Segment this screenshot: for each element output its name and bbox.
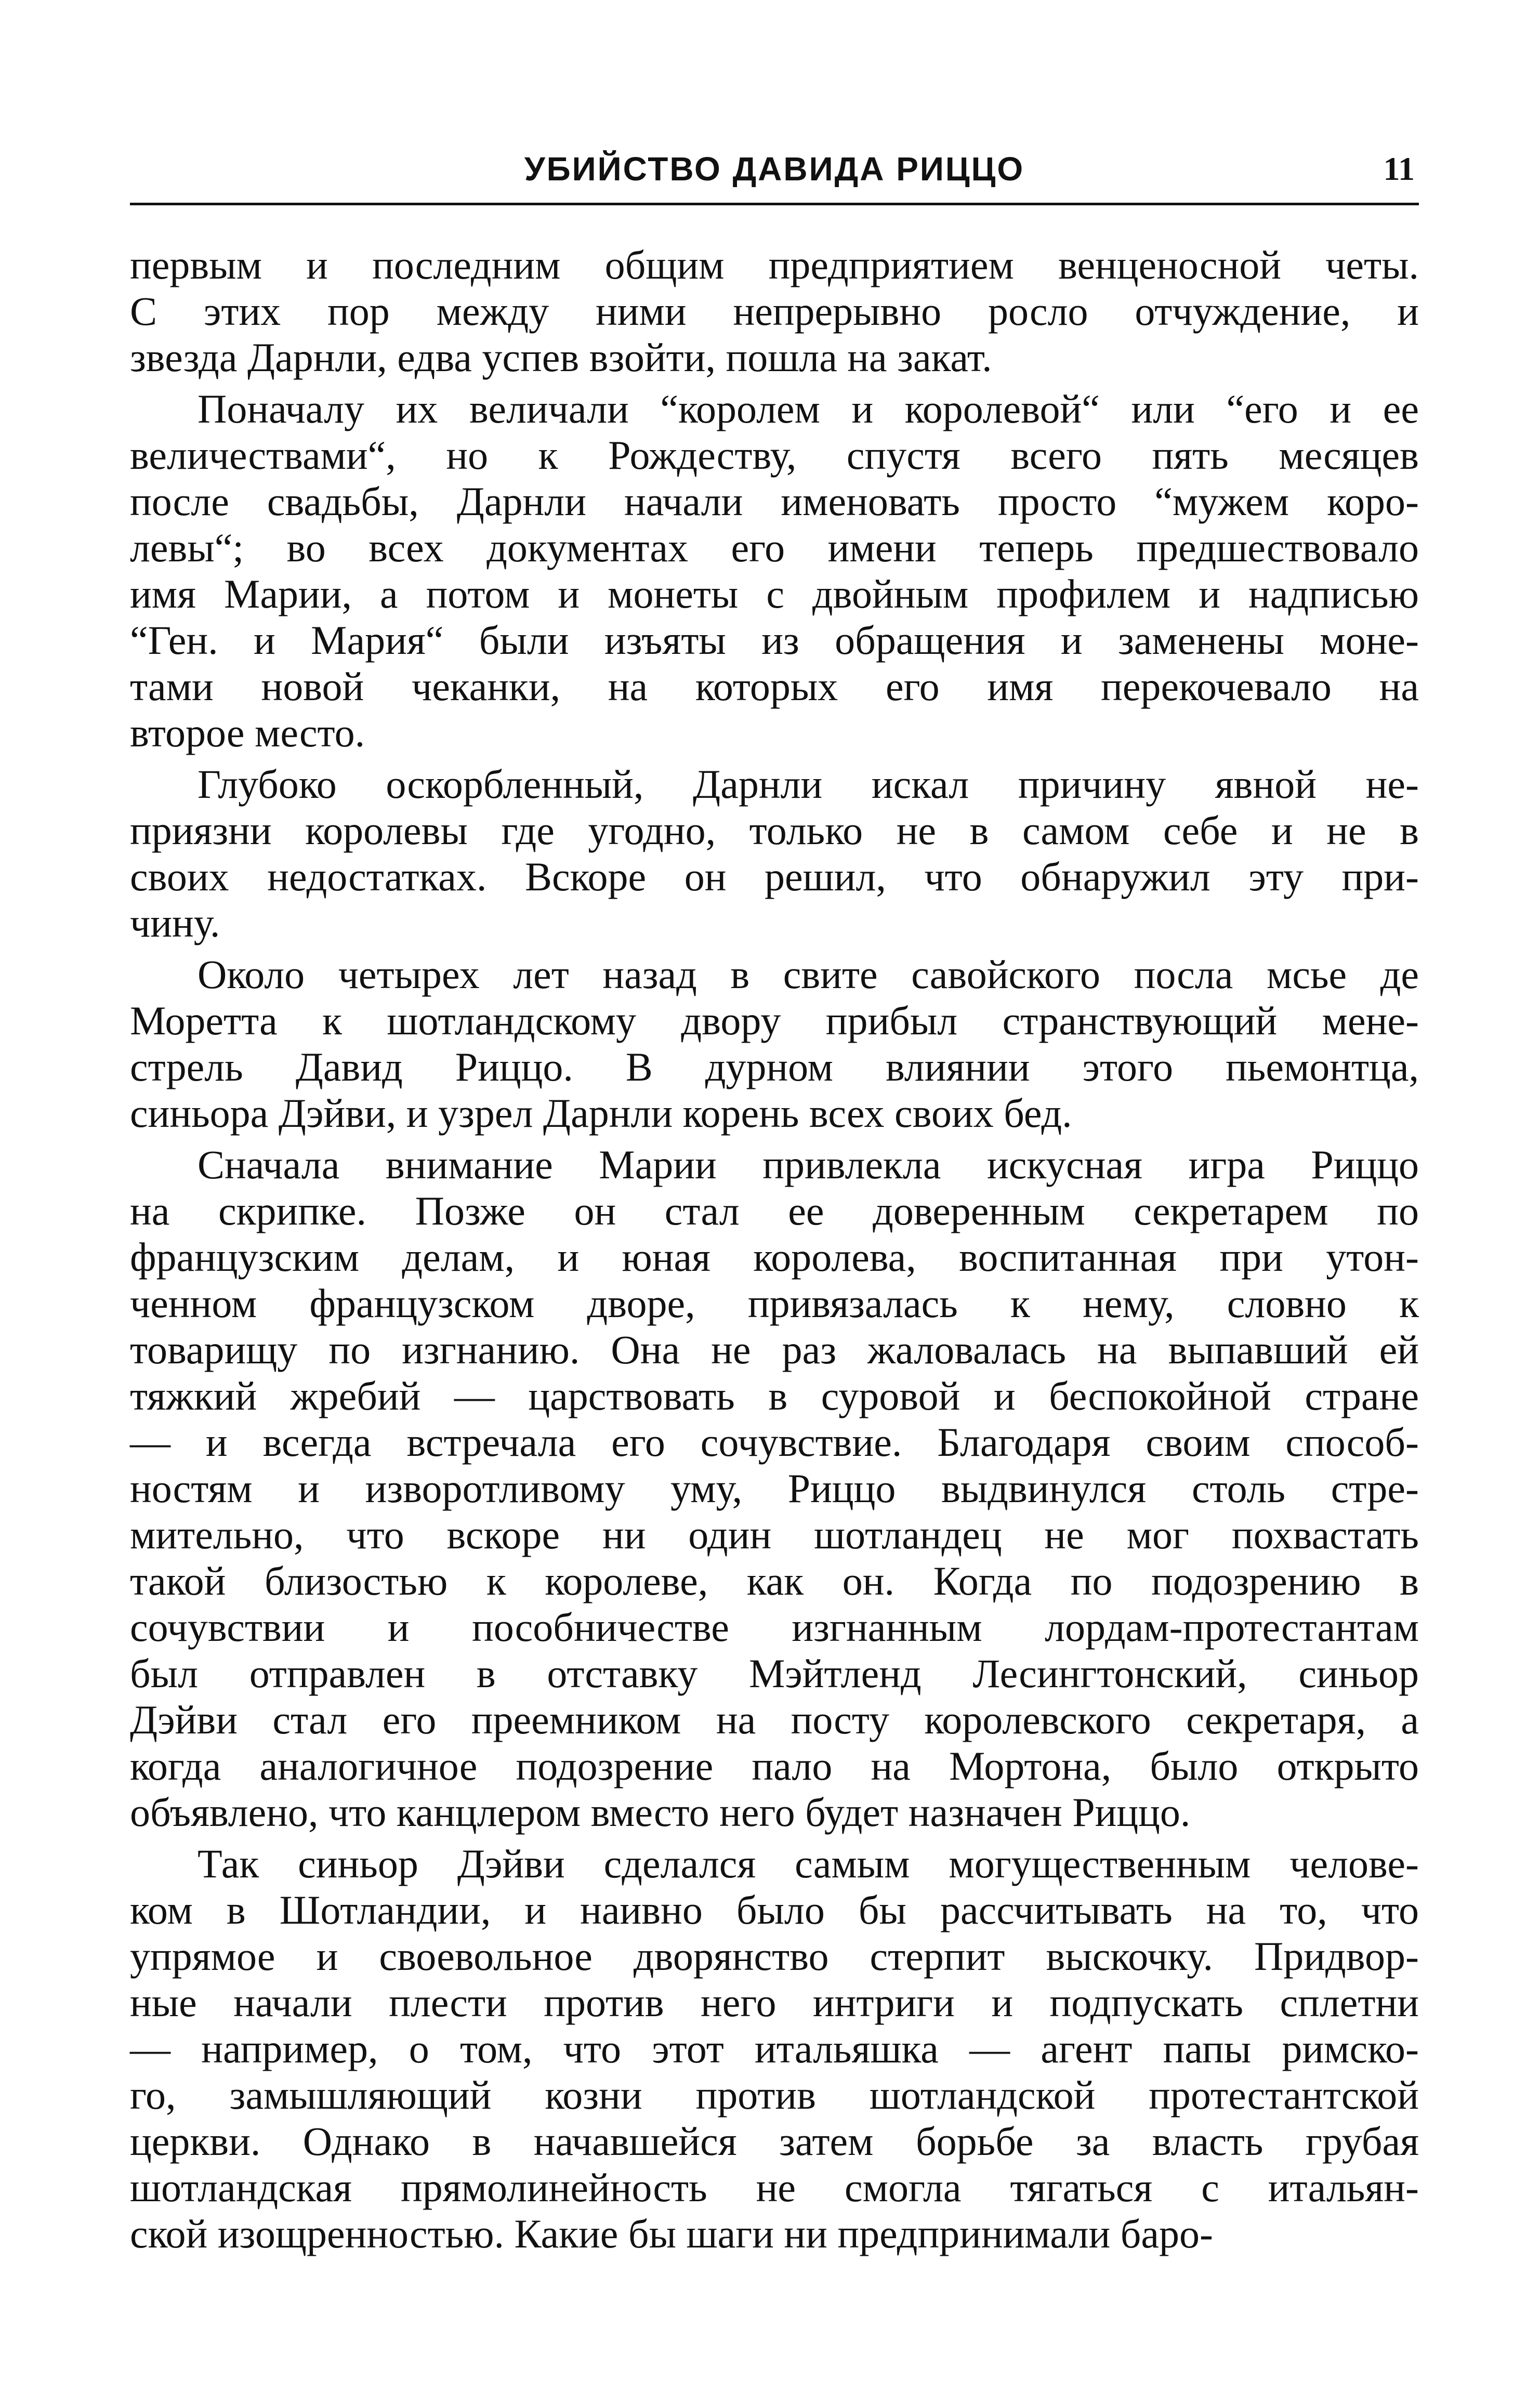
text-line: мительно, что вскоре ни один шотландец не мог похвастать xyxy=(130,1512,1419,1557)
text-line: своих недостатках. Вскоре он решил, что обнаружил эту при- xyxy=(130,854,1419,899)
text-line: первым и последним общим предприятием венценосной четы. xyxy=(130,242,1419,287)
paragraph xyxy=(130,951,1419,1136)
text-line: — например, о том, что этот итальяшка — агент папы римско- xyxy=(130,2026,1419,2071)
text-line: упрямое и своевольное дворянство стерпит выскочку. Придвор- xyxy=(130,1934,1419,1979)
text-line: тяжкий жребий — царствовать в суровой и беспокойной стране xyxy=(130,1373,1419,1418)
text-line: Глубоко оскорбленный, Дарнли искал причину явной не- xyxy=(198,761,1419,807)
text-line: объявлено, что канцлером вместо него будет назначен Риццо. xyxy=(130,1790,1191,1835)
text-line: ской изощренностью. Какие бы шаги ни предпринимали баро- xyxy=(130,2211,1213,2256)
text-line: был отправлен в отставку Мэйтленд Лесингтонский, синьор xyxy=(130,1651,1419,1696)
text-line: ностям и изворотливому уму, Риццо выдвинулся столь стре- xyxy=(130,1466,1419,1511)
text-line: левы“; во всех документах его имени теперь предшествовало xyxy=(130,525,1419,570)
text-line: го, замышляющий козни против шотландской протестантской xyxy=(130,2072,1419,2118)
text-line: на скрипке. Позже он стал ее доверенным секретарем по xyxy=(130,1188,1419,1233)
text-line: чину. xyxy=(130,900,220,945)
paragraph xyxy=(130,386,1419,756)
text-line: приязни королевы где угодно, только не в самом себе и не в xyxy=(130,808,1419,853)
book-page xyxy=(130,140,1419,2257)
text-line: сочувствии и пособничестве изгнанным лордам-протестантам xyxy=(130,1605,1419,1650)
text-line: С этих пор между ними непрерывно росло отчуждение, и xyxy=(130,288,1419,334)
text-line: когда аналогичное подозрение пало на Мортона, было открыто xyxy=(130,1743,1419,1789)
text-line: — и всегда встречала его сочувствие. Благодаря своим способ- xyxy=(130,1419,1419,1465)
running-header xyxy=(130,140,1419,205)
text-line: Так синьор Дэйви сделался самым могущественным челове- xyxy=(198,1841,1419,1886)
text-line: Дэйви стал его преемником на посту королевского секретаря, а xyxy=(130,1697,1419,1742)
page-number: 11 xyxy=(1383,150,1415,187)
text-line: ком в Шотландии, и наивно было бы рассчитывать на то, что xyxy=(130,1887,1419,1932)
paragraph xyxy=(130,242,1419,380)
text-line: Около четырех лет назад в свите савойского посла мсье де xyxy=(198,952,1419,997)
text-line: звезда Дарнли, едва успев взойти, пошла на закат. xyxy=(130,335,992,380)
text-line: Поначалу их величали “королем и королевой“ или “его и ее xyxy=(198,386,1419,431)
text-line: стрель Давид Риццо. В дурном влиянии этого пьемонтца, xyxy=(130,1044,1419,1089)
text-line: ченном французском дворе, привязалась к нему, словно к xyxy=(130,1281,1419,1326)
text-line: Моретта к шотландскому двору прибыл странствующий мене- xyxy=(130,998,1419,1043)
text-line: “Ген. и Мария“ были изъяты из обращения и заменены моне- xyxy=(130,617,1419,663)
text-line: имя Марии, а потом и монеты с двойным профилем и надписью xyxy=(130,571,1419,616)
paragraph xyxy=(130,1141,1419,1835)
text-line: тами новой чеканки, на которых его имя перекочевало на xyxy=(130,664,1419,709)
text-line: второе место. xyxy=(130,710,365,755)
paragraph xyxy=(130,1840,1419,2257)
text-line: шотландская прямолинейность не смогла тягаться с итальян- xyxy=(130,2165,1419,2210)
text-line: французским делам, и юная королева, воспитанная при утон- xyxy=(130,1234,1419,1280)
running-title: УБИЙСТВО ДАВИДА РИЦЦО xyxy=(524,150,1025,188)
text-line: после свадьбы, Дарнли начали именовать просто “мужем коро- xyxy=(130,479,1419,524)
text-line: ные начали плести против него интриги и подпускать сплетни xyxy=(130,1980,1419,2025)
text-line: Сначала внимание Марии привлекла искусная игра Риццо xyxy=(198,1142,1419,1187)
text-line: синьора Дэйви, и узрел Дарнли корень всех своих бед. xyxy=(130,1090,1072,1136)
paragraph xyxy=(130,761,1419,946)
body-text xyxy=(130,242,1419,2257)
text-line: такой близостью к королеве, как он. Когда по подозрению в xyxy=(130,1558,1419,1603)
text-line: церкви. Однако в начавшейся затем борьбе за власть грубая xyxy=(130,2119,1419,2164)
text-line: товарищу по изгнанию. Она не раз жаловалась на выпавший ей xyxy=(130,1327,1419,1372)
text-line: величествами“, но к Рождеству, спустя всего пять месяцев xyxy=(130,432,1419,478)
